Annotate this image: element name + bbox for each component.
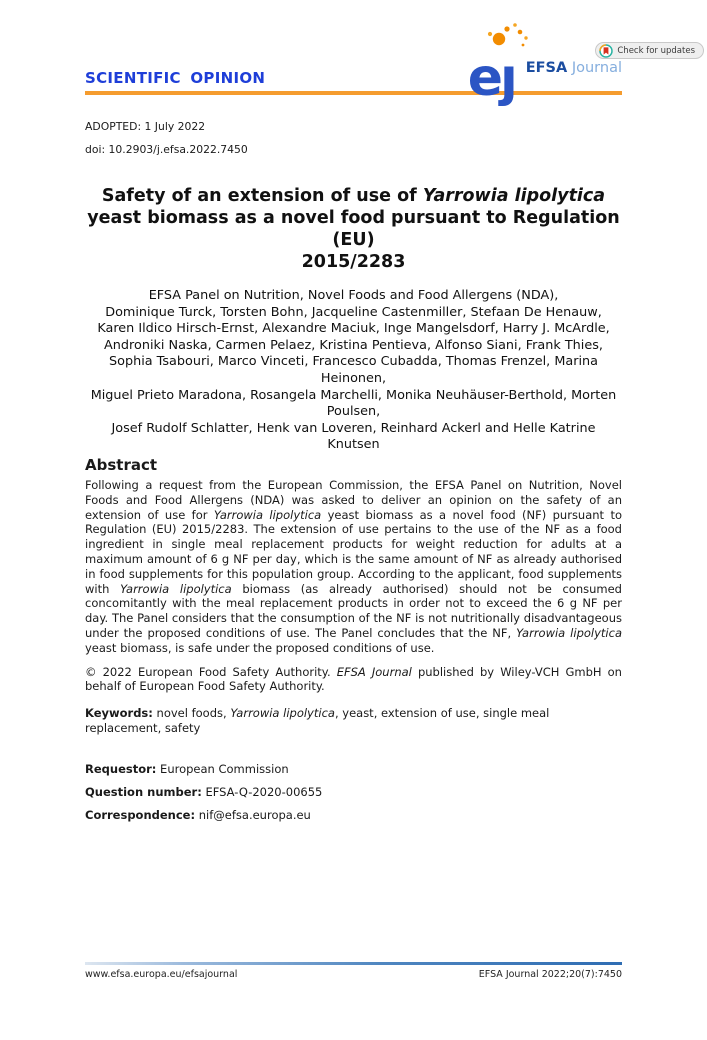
copyright-text: © 2022 European Food Safety Authority. EFSA Journal published by Wiley-VCH GmbH on behalf of European Food Safety Authority. [85,664,622,694]
requestor-value: European Commission [160,761,289,776]
keywords-values: novel foods, Yarrowia lipolytica, yeast, extension of use, single meal replacement, safety [85,706,550,735]
logo-ej: eȷ [467,48,515,108]
keywords-line [85,706,622,736]
requestor-row [85,763,622,776]
abstract-text: Following a request from the European Commission, the EFSA Panel on Nutrition, Novel Foods and Food Allergens (NDA) was asked to deliver an opinion on the safety of an extension of use for Yarrowia lipolytica yeast biomass as a novel food (NF) pursuant to Regulation (EU) 2015/2283. The extension of use pertains to the use of the NF as a food ingredient in single meal replacement products for weight reduction for adults at a maximum amount of 6 g NF per day, which is the same amount of NF as already authorised in food supplements for this population group. According to the applicant, food supplements with Yarrowia lipolytica biomass (as already authorised) should not be consumed concomitantly with the meal replacement products in order not to exceed the 6 g NF per day. The Panel considers that the consumption of the NF is not nutritionally disadvantageous under the proposed conditions of use. The Panel concludes that the NF, Yarrowia lipolytica yeast biomass, is safe under the proposed conditions of use. [85,477,622,655]
footer-citation: EFSA Journal 2022;20(7):7450 [478,969,622,980]
question-number-label: Question number: [85,784,202,799]
footer-url[interactable]: www.efsa.europa.eu/efsajournal [85,969,238,980]
requestor-label: Requestor: [85,761,157,776]
abstract-heading: Abstract [85,455,158,474]
authors-line: Sophia Tsabouri, Marco Vinceti, Francesco Cubadda, Thomas Frenzel, Marina Heinonen, [109,354,598,386]
logo-efsa-text: EFSA [525,60,568,76]
logo-burst-icon [484,22,530,50]
efsa-journal-logo [467,28,622,108]
correspondence-email[interactable]: nif@efsa.europa.eu [198,807,311,822]
authors-line: Dominique Turck, Torsten Bohn, Jacqueline Castenmiller, Stefaan De Henauw, [105,304,602,320]
logo-journal-text: Journal [567,60,622,76]
correspondence-label: Correspondence: [85,807,196,822]
authors-block [85,288,622,454]
question-number-row [85,786,622,799]
document-page [0,40,707,980]
authors-line: Karen Ildico Hirsch-Ernst, Alexandre Maciuk, Inge Mangelsdorf, Harry J. McArdle, [97,321,610,337]
doi-link[interactable]: doi: 10.2903/j.efsa.2022.7450 [85,143,248,156]
article-details [85,763,622,822]
article-type-label: SCIENTIFIC OPINION [85,69,266,87]
correspondence-row [85,809,622,822]
question-number-value: EFSA-Q-2020-00655 [205,784,323,799]
authors-line: Miguel Prieto Maradona, Rosangela Marchelli, Monika Neuhäuser-Berthold, Morten Poulsen, [90,387,617,420]
keywords-label: Keywords: [85,706,153,721]
authors-line: Josef Rudolf Schlatter, Henk van Loveren, Reinhard Ackerl and Helle Katrine Knutsen [111,420,596,453]
logo-monogram-wrap [467,28,520,108]
check-for-updates-label: Check for updates [617,45,695,56]
authors-line: EFSA Panel on Nutrition, Novel Foods and Food Allergens (NDA), [148,288,559,303]
footer-rule [85,962,622,965]
adopted-date: ADOPTED: 1 July 2022 [85,120,206,133]
authors-line: Androniki Naska, Carmen Pelaez, Kristina Pentieva, Alfonso Siani, Frank Thies, [104,337,603,353]
article-title-line: yeast biomass as a novel food pursuant to Regulation (EU) [87,208,620,250]
logo-wordmark [526,60,622,76]
article-title-line: 2015/2283 [301,252,406,272]
article-title-line: Safety of an extension of use of Yarrowia lipolytica [101,186,606,206]
page-footer [85,962,622,980]
journal-header [85,40,622,108]
article-title [85,185,622,273]
article-meta [85,120,622,156]
